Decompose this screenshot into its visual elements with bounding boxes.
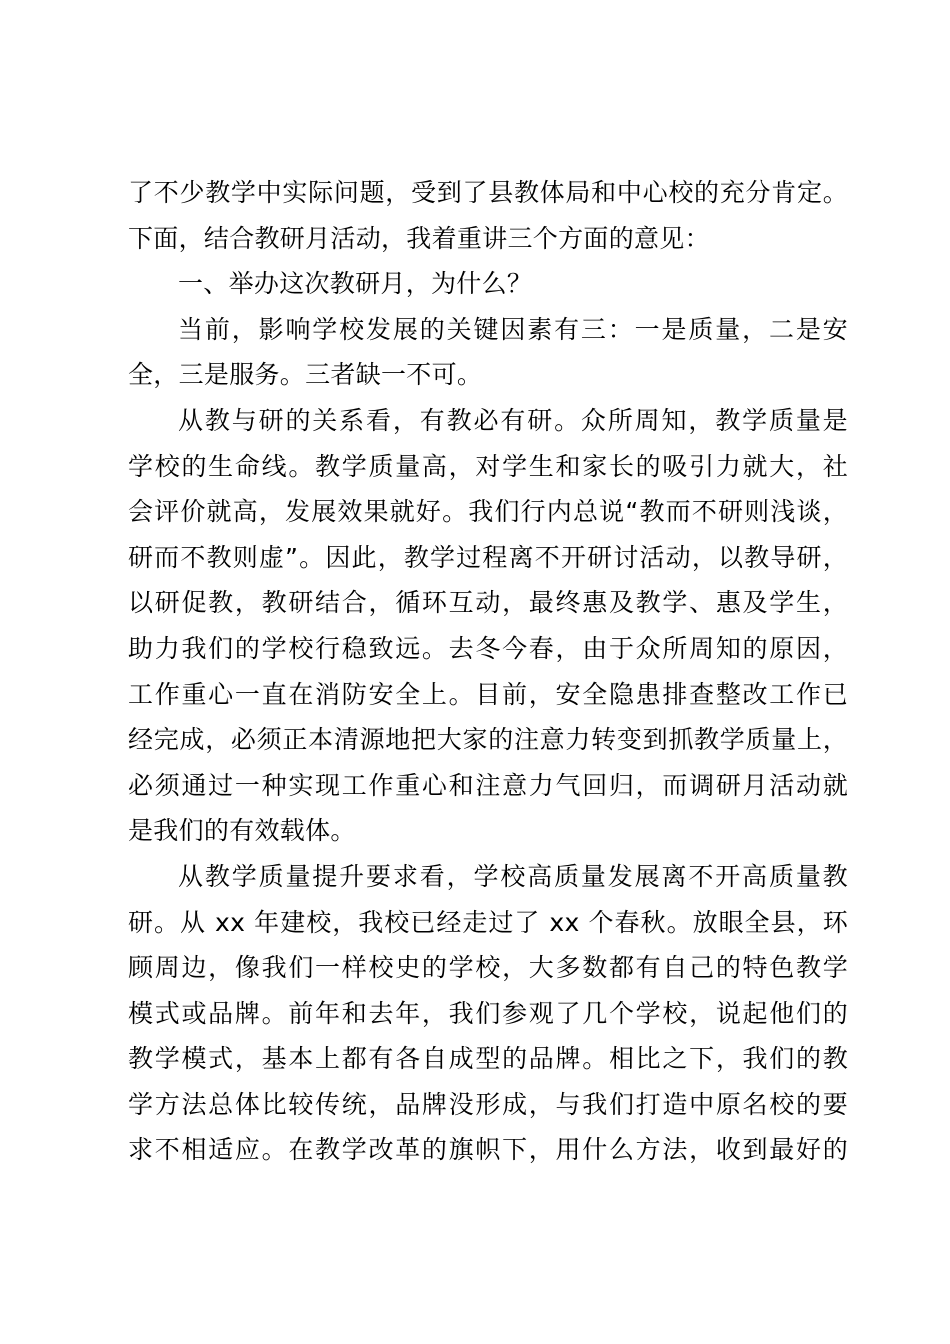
text-line: 以研促教，教研结合，循环互动，最终惠及教学、惠及学生， xyxy=(128,588,848,618)
paragraph-start: 从教学质量提升要求看，学校高质量发展离不开高质量教 xyxy=(178,861,848,891)
text-line: 研而不教则虚”。因此，教学过程离不开研讨活动，以教导研， xyxy=(128,542,848,572)
text-line: 是我们的有效载体。 xyxy=(128,816,356,846)
text-line: 求不相适应。在教学改革的旗帜下，用什么方法，收到最好的 xyxy=(128,1135,848,1165)
text-line: 会评价就高，发展效果就好。我们行内总说“教而不研则浅谈， xyxy=(128,497,848,527)
paragraph-start: 当前，影响学校发展的关键因素有三：一是质量，二是安 xyxy=(178,314,848,344)
section-heading: 一、举办这次教研月，为什么？ xyxy=(178,269,533,299)
text-line: 学校的生命线。教学质量高，对学生和家长的吸引力就大，社 xyxy=(128,451,848,481)
text-line: 顾周边，像我们一样校史的学校，大多数都有自己的特色教学 xyxy=(128,953,848,983)
text-line: 学方法总体比较传统，品牌没形成，与我们打造中原名校的要 xyxy=(128,1089,848,1119)
document-body xyxy=(128,170,848,1173)
text-line: 下面，结合教研月活动，我着重讲三个方面的意见： xyxy=(128,223,710,253)
text-line: 经完成，必须正本清源地把大家的注意力转变到抓教学质量上， xyxy=(128,725,848,755)
text-line: 模式或品牌。前年和去年，我们参观了几个学校，说起他们的 xyxy=(128,998,848,1028)
text-line: 全，三是服务。三者缺一不可。 xyxy=(128,360,483,390)
paragraph-start: 从教与研的关系看，有教必有研。众所周知，教学质量是 xyxy=(178,405,848,435)
text-line: 工作重心一直在消防安全上。目前，安全隐患排查整改工作已 xyxy=(128,679,848,709)
text-line: 教学模式，基本上都有各自成型的品牌。相比之下，我们的教 xyxy=(128,1044,848,1074)
text-line: 研。从 xx 年建校，我校已经走过了 xx 个春秋。放眼全县，环 xyxy=(128,907,848,937)
text-line: 了不少教学中实际问题，受到了县教体局和中心校的充分肯定。 xyxy=(128,178,848,207)
text-line: 助力我们的学校行稳致远。去冬今春，由于众所周知的原因， xyxy=(128,633,848,663)
text-line: 必须通过一种实现工作重心和注意力气回归，而调研月活动就 xyxy=(128,770,848,800)
